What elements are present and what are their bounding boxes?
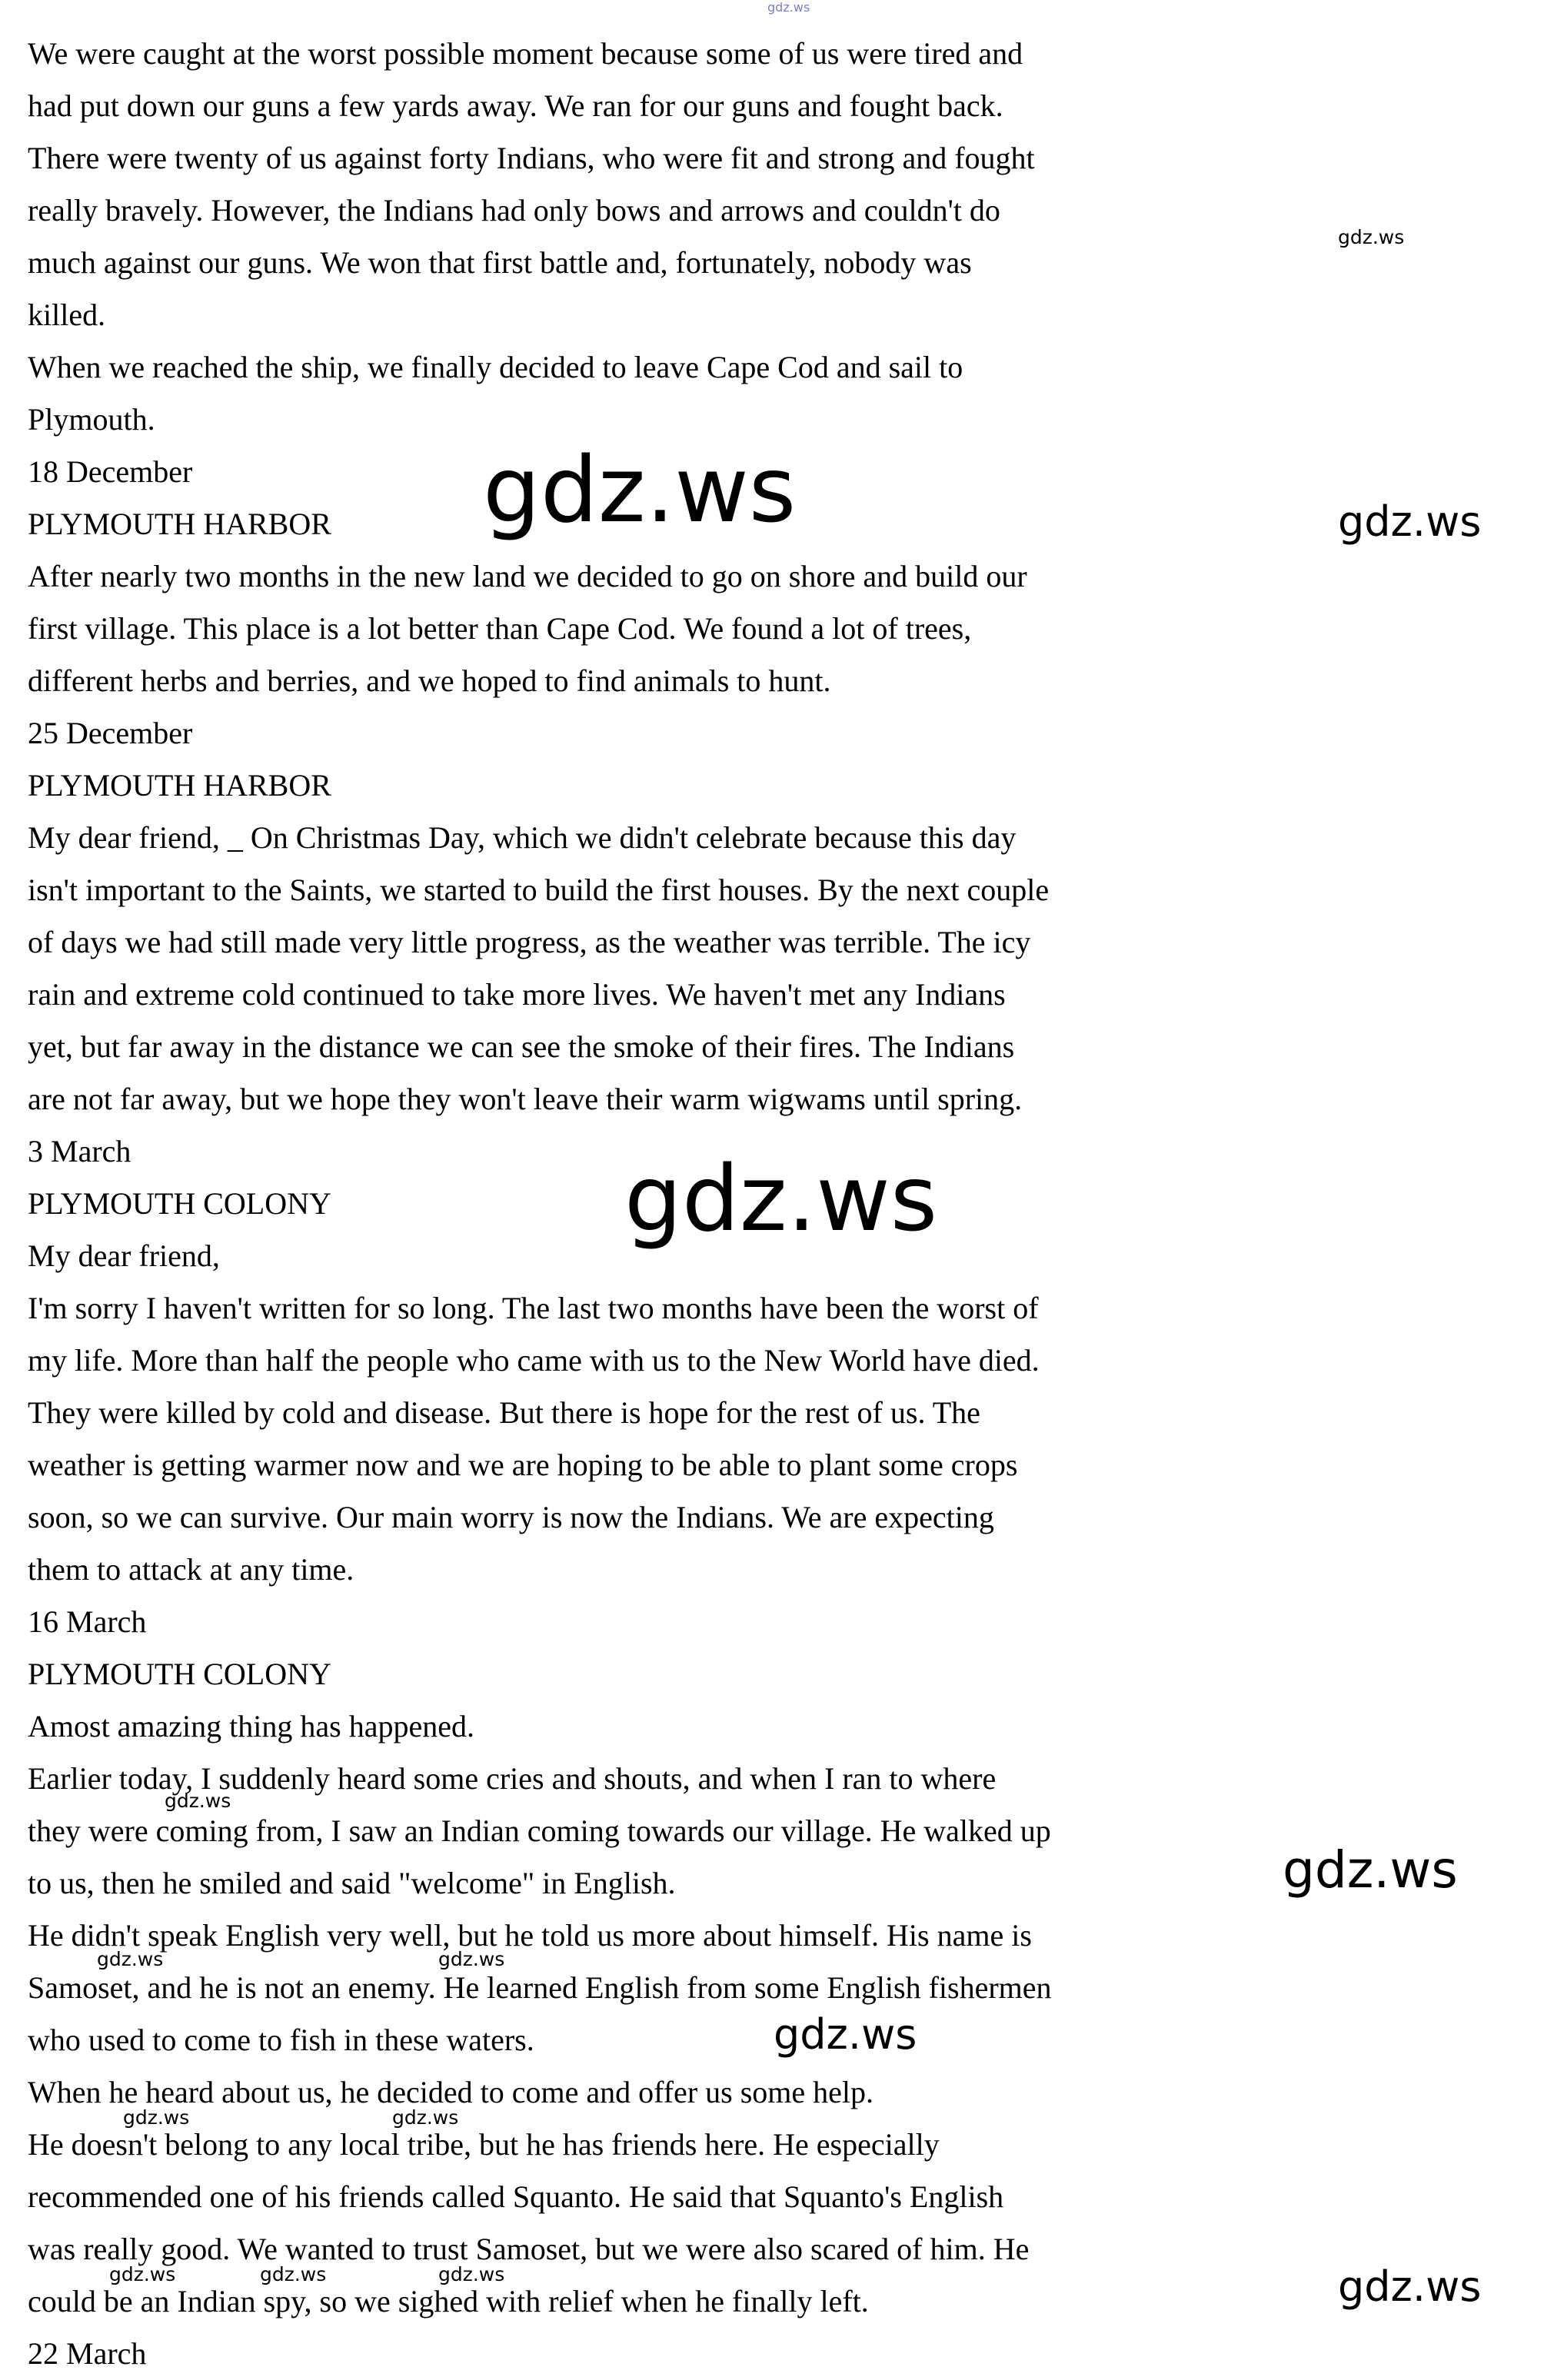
text-line: my life. More than half the people who came with us to the New World have died. (28, 1343, 1040, 1378)
watermark-top: gdz.ws (767, 0, 810, 15)
watermark-medium: gdz.ws (1338, 2262, 1482, 2311)
text-line: 22 March (28, 2336, 147, 2371)
text-line: He doesn't belong to any local tribe, but he has friends here. He especially (28, 2127, 940, 2162)
text-line: killed. (28, 298, 106, 332)
text-line: PLYMOUTH COLONY (28, 1657, 331, 1691)
text-line: them to attack at any time. (28, 1552, 354, 1587)
text-line: really bravely. However, the Indians had only bows and arrows and couldn't do (28, 193, 1000, 228)
text-line: could be an Indian spy, so we sighed with relief when he finally left. (28, 2284, 869, 2319)
text-line: they were coming from, I saw an Indian coming towards our village. He walked up (28, 1813, 1051, 1848)
text-line: rain and extreme cold continued to take more lives. We haven't met any Indians (28, 977, 1006, 1012)
text-line: isn't important to the Saints, we started to build the first houses. By the next couple (28, 873, 1050, 907)
text-line: Amost amazing thing has happened. (28, 1709, 474, 1743)
text-line: PLYMOUTH COLONY (28, 1186, 331, 1221)
text-line: After nearly two months in the new land we decided to go on shore and build our (28, 559, 1027, 593)
text-line: When we reached the ship, we finally decided to leave Cape Cod and sail to (28, 350, 963, 384)
watermark-small: gdz.ws (165, 1790, 231, 1812)
text-line: 18 December (28, 454, 193, 489)
text-line: different herbs and berries, and we hoped to find animals to hunt. (28, 663, 831, 698)
text-line: was really good. We wanted to trust Samoset, but we were also scared of him. He (28, 2232, 1030, 2266)
text-line: of days we had still made very little progress, as the weather was terrible. The icy (28, 925, 1031, 959)
watermark-small: gdz.ws (123, 2106, 190, 2129)
watermark-medium: gdz.ws (1338, 497, 1482, 546)
text-line: Earlier today, I suddenly heard some cries and shouts, and when I ran to where (28, 1761, 997, 1796)
text-line: recommended one of his friends called Squanto. He said that Squanto's English (28, 2179, 1004, 2214)
watermark-medium: gdz.ws (774, 2010, 917, 2059)
text-line: PLYMOUTH HARBOR (28, 768, 331, 803)
text-line: had put down our guns a few yards away. We ran for our guns and fought back. (28, 88, 1003, 123)
watermark-large: gdz.ws (483, 437, 797, 543)
text-line: 25 December (28, 716, 193, 750)
watermark-small: gdz.ws (438, 2263, 505, 2285)
watermark-small: gdz.ws (260, 2263, 327, 2285)
watermark-small: gdz.ws (392, 2106, 459, 2129)
watermark-small: gdz.ws (1338, 226, 1405, 248)
text-line: There were twenty of us against forty Indians, who were fit and strong and fought (28, 141, 1035, 175)
watermark-small: gdz.ws (438, 1948, 505, 1970)
watermark-large: gdz.ws (624, 1145, 938, 1251)
text-line: 16 March (28, 1604, 147, 1639)
watermark-small: gdz.ws (109, 2263, 176, 2285)
watermark-medium: gdz.ws (1283, 1840, 1458, 1900)
text-line: He didn't speak English very well, but he told us more about himself. His name is (28, 1918, 1032, 1953)
text-line: Samoset, and he is not an enemy. He learned English from some English fishermen (28, 1970, 1052, 2005)
text-line: 3 March (28, 1134, 131, 1168)
text-line: first village. This place is a lot better than Cape Cod. We found a lot of trees, (28, 611, 972, 646)
text-line: Plymouth. (28, 402, 155, 437)
text-line: We were caught at the worst possible moment because some of us were tired and (28, 36, 1023, 71)
watermark-small: gdz.ws (97, 1948, 164, 1970)
text-line: soon, so we can survive. Our main worry is now the Indians. We are expecting (28, 1500, 994, 1534)
text-line: My dear friend, _ On Christmas Day, which we didn't celebrate because this day (28, 820, 1017, 855)
text-line: When he heard about us, he decided to come and offer us some help. (28, 2075, 874, 2109)
text-line: to us, then he smiled and said "welcome" in English. (28, 1866, 676, 1900)
text-line: I'm sorry I haven't written for so long. The last two months have been the worst of (28, 1291, 1039, 1325)
text-line: PLYMOUTH HARBOR (28, 507, 331, 541)
text-line: much against our guns. We won that first battle and, fortunately, nobody was (28, 245, 972, 280)
text-line: My dear friend, (28, 1238, 220, 1273)
text-line: yet, but far away in the distance we can see the smoke of their fires. The Indians (28, 1029, 1015, 1064)
text-line: weather is getting warmer now and we are hoping to be able to plant some crops (28, 1448, 1018, 1482)
text-line: who used to come to fish in these waters. (28, 2023, 534, 2057)
text-line: They were killed by cold and disease. But there is hope for the rest of us. The (28, 1395, 980, 1430)
text-line: are not far away, but we hope they won't leave their warm wigwams until spring. (28, 1082, 1023, 1116)
